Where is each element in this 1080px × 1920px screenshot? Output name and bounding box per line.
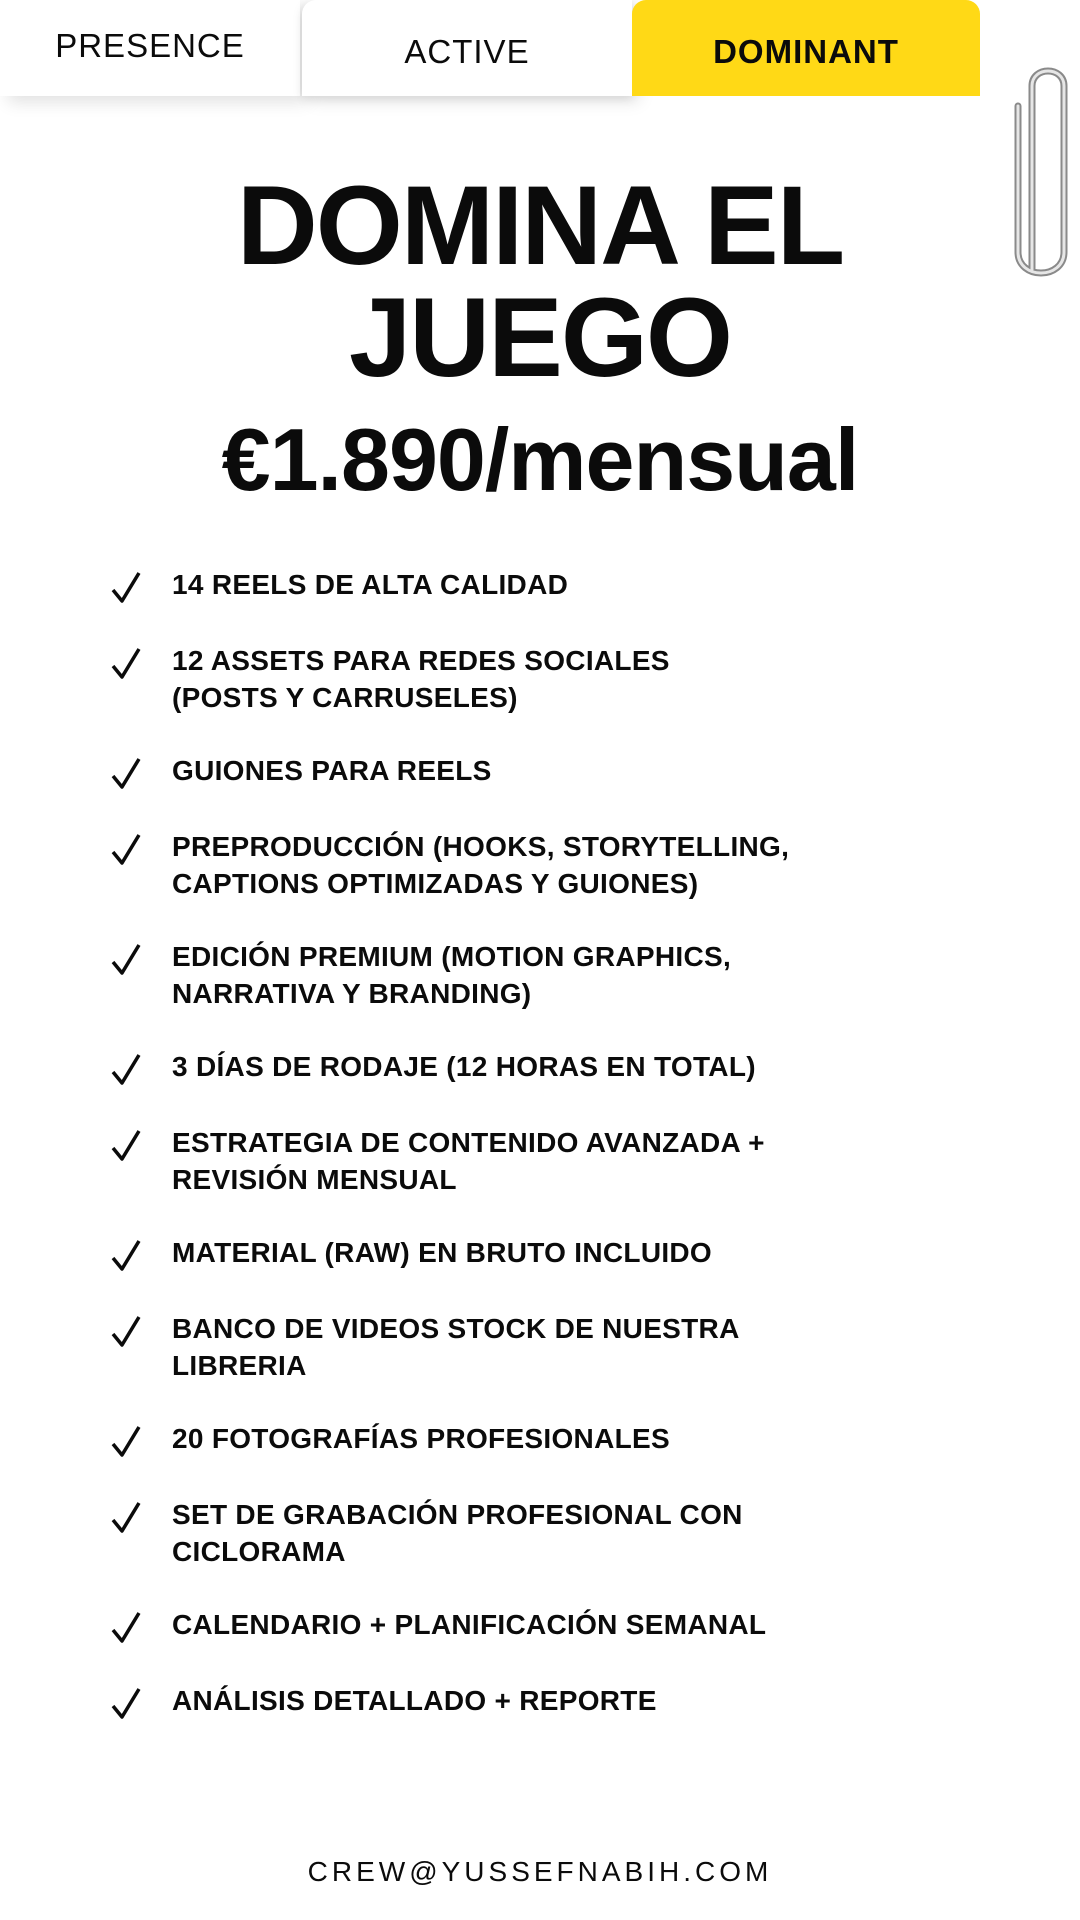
feature-text: 20 FOTOGRAFÍAS PROFESIONALES	[172, 1423, 670, 1454]
feature-text: SET DE GRABACIÓN PROFESIONAL CON CICLORAMA	[172, 1499, 743, 1567]
checkmark-icon	[110, 756, 142, 792]
feature-list	[110, 566, 990, 1758]
feature-text: 3 DÍAS DE RODAJE (12 HORAS EN TOTAL)	[172, 1051, 756, 1082]
checkmark-icon	[110, 1610, 142, 1646]
hero-section	[0, 163, 1080, 509]
feature-text: ANÁLISIS DETALLADO + REPORTE	[172, 1685, 657, 1716]
feature-item	[110, 1048, 990, 1088]
page-title	[0, 163, 1080, 400]
feature-item	[110, 1420, 990, 1460]
feature-text: 12 ASSETS PARA REDES SOCIALES (POSTS Y CARRUSELES)	[172, 645, 670, 713]
feature-text: MATERIAL (RAW) EN BRUTO INCLUIDO	[172, 1237, 713, 1268]
feature-text: 14 REELS DE ALTA CALIDAD	[172, 569, 569, 600]
feature-text: CALENDARIO + PLANIFICACIÓN SEMANAL	[172, 1609, 767, 1640]
title-line-1: DOMINA EL	[236, 163, 844, 288]
paperclip-icon	[1008, 56, 1072, 286]
feature-item	[110, 1682, 990, 1722]
checkmark-icon	[110, 1424, 142, 1460]
feature-text: GUIONES PARA REELS	[172, 755, 492, 786]
checkmark-icon	[110, 570, 142, 606]
checkmark-icon	[110, 942, 142, 978]
checkmark-icon	[110, 1128, 142, 1164]
tab-dominant-label: DOMINANT	[713, 33, 899, 70]
feature-item	[110, 1606, 990, 1646]
tab-dominant[interactable]	[632, 0, 980, 96]
title-line-2: JUEGO	[348, 275, 732, 400]
feature-text: PREPRODUCCIÓN (HOOKS, STORYTELLING, CAPTIONS OPTIMIZADAS Y GUIONES)	[172, 831, 790, 899]
checkmark-icon	[110, 1052, 142, 1088]
checkmark-icon	[110, 1686, 142, 1722]
checkmark-icon	[110, 646, 142, 682]
contact-email[interactable]: CREW@YUSSEFNABIH.COM	[307, 1856, 773, 1887]
feature-item	[110, 1310, 990, 1384]
feature-text: EDICIÓN PREMIUM (MOTION GRAPHICS, NARRATIVA Y BRANDING)	[172, 941, 732, 1009]
feature-item	[110, 828, 990, 902]
checkmark-icon	[110, 1238, 142, 1274]
feature-item	[110, 752, 990, 792]
feature-item	[110, 642, 990, 716]
checkmark-icon	[110, 1500, 142, 1536]
checkmark-icon	[110, 832, 142, 868]
tab-active-label: ACTIVE	[404, 33, 530, 70]
tab-active[interactable]	[302, 0, 632, 96]
feature-item	[110, 1496, 990, 1570]
feature-text: BANCO DE VIDEOS STOCK DE NUESTRA LIBRERIA	[172, 1313, 740, 1381]
feature-text: ESTRATEGIA DE CONTENIDO AVANZADA + REVISIÓN MENSUAL	[172, 1127, 765, 1195]
checkmark-icon	[110, 1314, 142, 1350]
price-label: €1.890/mensual	[221, 410, 859, 509]
tab-presence[interactable]	[0, 0, 300, 96]
feature-item	[110, 566, 990, 606]
tab-presence-label: PRESENCE	[55, 27, 245, 64]
feature-item	[110, 938, 990, 1012]
feature-item	[110, 1234, 990, 1274]
feature-item	[110, 1124, 990, 1198]
